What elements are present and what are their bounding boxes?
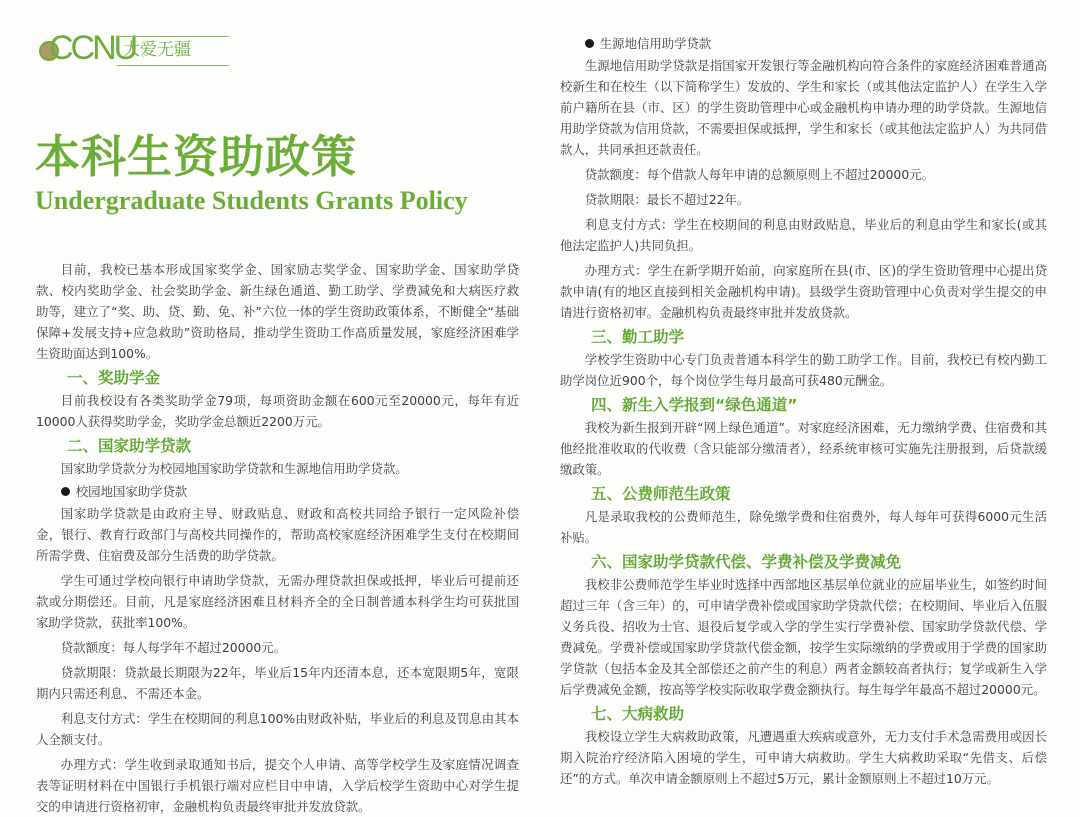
- section-heading: 二、国家助学贷款: [67, 437, 192, 455]
- section-heading: 一、奖助学金: [67, 369, 161, 387]
- body-paragraph: 利息支付方式：学生在校期间的利息100%由财政补贴，毕业后的利息及罚息由其本人全额支付。: [36, 711, 519, 747]
- body-paragraph: 我校设立学生大病救助政策，凡遭遇重大疾病或意外，无力支付手术急需费用或因长期入院治疗经济陷入困境的学生，可申请大病救助。学生大病救助采取“先借支、后偿还”的方式。单次申请金额原则上不超过5万元，累计金额原则上不超过10万元。: [560, 729, 1047, 786]
- body-paragraph: 贷款额度：每人每学年不超过20000元。: [60, 640, 287, 655]
- body-paragraph: 生源地信用助学贷款是指国家开发银行等金融机构向符合条件的家庭经济困难普通高校新生和在校生（以下简称学生）发放的、学生和家长（或其他法定监护人）在学生入学前户籍所在县（市、区）的学生资助管理中心或金融机构申请办理的助学贷款。生源地信用助学贷款为信用贷款，不需要担保或抵押，学生和家长（或其他法定监护人）为共同借款人，共同承担还款责任。: [560, 58, 1047, 157]
- logo-mark: [35, 29, 136, 67]
- section-heading: 七、大病救助: [591, 705, 685, 723]
- bullet-label: 生源地信用助学贷款: [599, 36, 712, 51]
- bullet-icon: [61, 487, 70, 496]
- left-column: [36, 259, 519, 817]
- body-paragraph: 贷款期限：最长不超过22年。: [584, 192, 750, 207]
- bullet-label: 校园地国家助学贷款: [75, 484, 188, 499]
- body-paragraph: 贷款期限：贷款最长期限为22年，毕业后15年内还清本息，还本宽限期5年，宽限期内只需还利息、不需还本金。: [36, 665, 519, 701]
- section-heading: 五、公费师范生政策: [591, 485, 731, 503]
- body-paragraph: 办理方式：学生在新学期开始前，向家庭所在县(市、区)的学生资助管理中心提出贷款申请(有的地区直接到相关金融机构申请)。县级学生资助管理中心负责对学生提交的申请进行资格初审。金融机构负责最终审批并发放贷款。: [560, 263, 1047, 320]
- bullet-icon: [585, 39, 594, 48]
- intro-paragraph: 目前，我校已基本形成国家奖学金、国家励志奖学金、国家助学金、国家助学贷款、校内奖助学金、社会奖助学金、新生绿色通道、勤工助学、学费减免和大病医疗救助等，建立了“奖、助、贷、勤、免、补”六位一体的学生资助政策体系，不断健全“基础保障+发展支持+应急救助”资助格局，推动学生资助工作高质量发展，家庭经济困难学生资助面达到100%。: [36, 262, 519, 361]
- body-paragraph: 办理方式：学生收到录取通知书后，提交个人申请、高等学校学生及家庭情况调查表等证明材料在中国银行手机银行端对应栏目中申请，入学后校学生资助中心对学生提交的申请进行资格初审，金融机构负责最终审批并发放贷款。: [36, 757, 519, 814]
- subsection-bullet: [560, 33, 1047, 54]
- body-paragraph: 我校为新生报到开辟“网上绿色通道”。对家庭经济困难，无力缴纳学费、住宿费和其他经批准收取的代收费（含只能部分缴清者），经系统审核可实施先注册报到，后贷款缓缴政策。: [560, 420, 1047, 477]
- page-subtitle: Undergraduate Students Grants Policy: [35, 186, 468, 215]
- body-paragraph: 我校非公费师范学生毕业时选择中西部地区基层单位就业的应届毕业生，如签约时间超过三年（含三年）的，可申请学费补偿或国家助学贷款代偿；在校期间、毕业后入伍服义务兵役、招收为士官、退役后复学或入学的学生实行学费补偿、国家助学贷款代偿、学费减免。学费补偿或国家助学贷款代偿金额，按学生实际缴纳的学费或用于学费的国家助学贷款（包括本金及其全部偿还之前产生的利息）两者金额较高者执行；复学或新生入学后学费减免金额，按高等学校实际收取学费金额执行。每生每学年最高不超过20000元。: [560, 577, 1047, 697]
- section-heading: 三、勤工助学: [591, 328, 685, 346]
- body-paragraph: 利息支付方式：学生在校期间的利息由财政贴息，毕业后的利息由学生和家长(或其他法定监护人)共同负担。: [560, 217, 1047, 253]
- body-paragraph: 学生可通过学校向银行申请助学贷款，无需办理贷款担保或抵押，毕业后可提前还款或分期偿还。目前，凡是家庭经济困难且材料齐全的全日制普通本科学生均可获批国家助学贷款，获批率100%。: [36, 573, 519, 630]
- right-column: [560, 31, 1047, 789]
- logo-slogan: 大爱无疆: [117, 36, 229, 66]
- body-paragraph: 目前我校设有各类奖助学金79项，每项资助金额在600元至20000元，每年有近10000人获得奖助学金，奖助学金总额近2200万元。: [36, 393, 519, 429]
- body-paragraph: 贷款额度：每个借款人每年申请的总额原则上不超过20000元。: [584, 167, 934, 182]
- body-paragraph: 凡是录取我校的公费师范生，除免缴学费和住宿费外，每人每年可获得6000元生活补贴。: [560, 509, 1047, 545]
- body-paragraph: 国家助学贷款分为校园地国家助学贷款和生源地信用助学贷款。: [60, 461, 408, 476]
- section-heading: 六、国家助学贷款代偿、学费补偿及学费减免: [591, 553, 902, 571]
- page-title: 本科生资助政策: [35, 130, 358, 183]
- section-heading: 四、新生入学报到“绿色通道”: [591, 396, 798, 414]
- university-logo: [35, 29, 210, 68]
- logo-letters: CCNU: [49, 29, 136, 67]
- body-paragraph: 学校学生资助中心专门负责普通本科学生的勤工助学工作。目前，我校已有校内勤工助学岗位近900个，每个岗位学生每月最高可获480元酬金。: [560, 352, 1047, 388]
- subsection-bullet: [36, 481, 519, 502]
- body-paragraph: 国家助学贷款是由政府主导、财政贴息、财政和高校共同给予银行一定风险补偿金，银行、教育行政部门与高校共同操作的，帮助高校家庭经济困难学生支付在校期间所需学费、住宿费及部分生活费的助学贷款。: [36, 506, 519, 563]
